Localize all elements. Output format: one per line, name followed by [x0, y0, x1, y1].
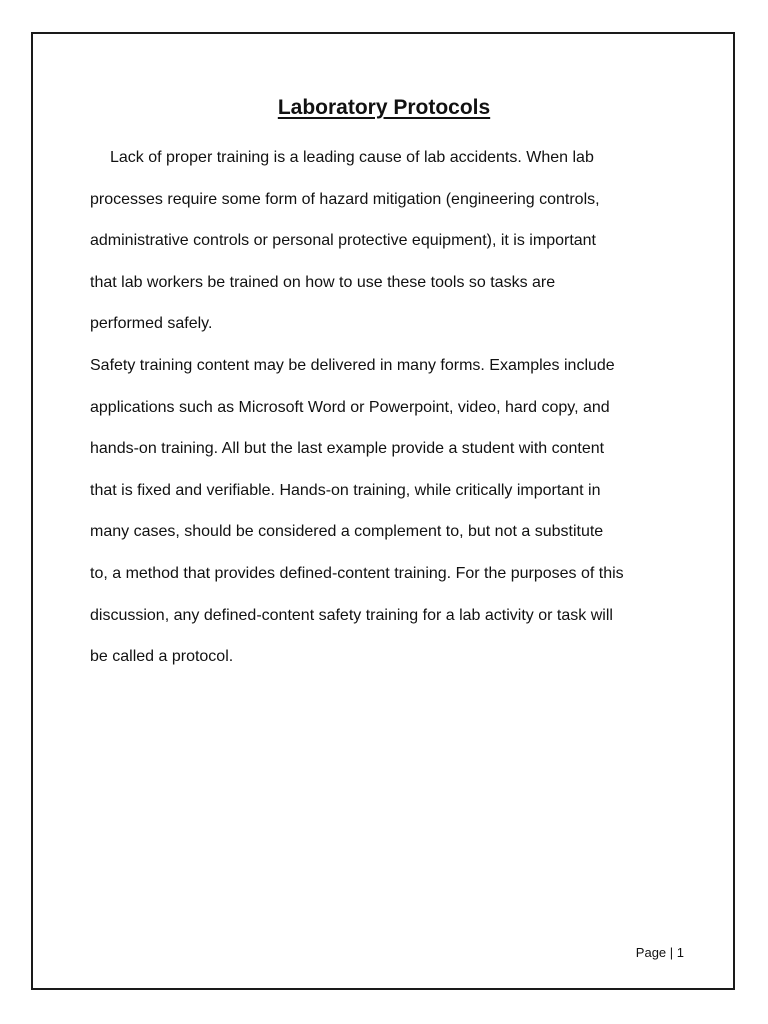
- paragraph-2-line-1: Safety training content may be delivered in many forms. Examples include: [90, 356, 615, 374]
- paragraph-2-line-7: discussion, any defined-content safety training for a lab activity or task will: [90, 606, 613, 624]
- paragraph-1-line-2: processes require some form of hazard mitigation (engineering controls,: [90, 190, 600, 208]
- paragraph-2-line-2: applications such as Microsoft Word or Powerpoint, video, hard copy, and: [90, 398, 610, 416]
- paragraph-1-line-5: performed safely.: [90, 315, 213, 333]
- page-number: Page | 1: [635, 945, 684, 960]
- document-title: Laboratory Protocols: [277, 96, 491, 119]
- paragraph-2-line-4: that is fixed and verifiable. Hands-on training, while critically important in: [90, 481, 601, 499]
- paragraph-2-line-3: hands-on training. All but the last example provide a student with content: [90, 440, 605, 458]
- paragraph-2-line-6: to, a method that provides defined-content training. For the purposes of this: [90, 564, 624, 582]
- paragraph-1-line-3: administrative controls or personal protective equipment), it is important: [90, 232, 596, 250]
- document-body: [90, 137, 690, 678]
- paragraph-2-line-8: be called a protocol.: [90, 648, 234, 666]
- paragraph-2-line-5: many cases, should be considered a complement to, but not a substitute: [90, 523, 604, 541]
- paragraph-1-line-4: that lab workers be trained on how to use these tools so tasks are: [90, 273, 556, 291]
- paragraph-1-line-1: Lack of proper training is a leading cause of lab accidents. When lab: [110, 149, 594, 166]
